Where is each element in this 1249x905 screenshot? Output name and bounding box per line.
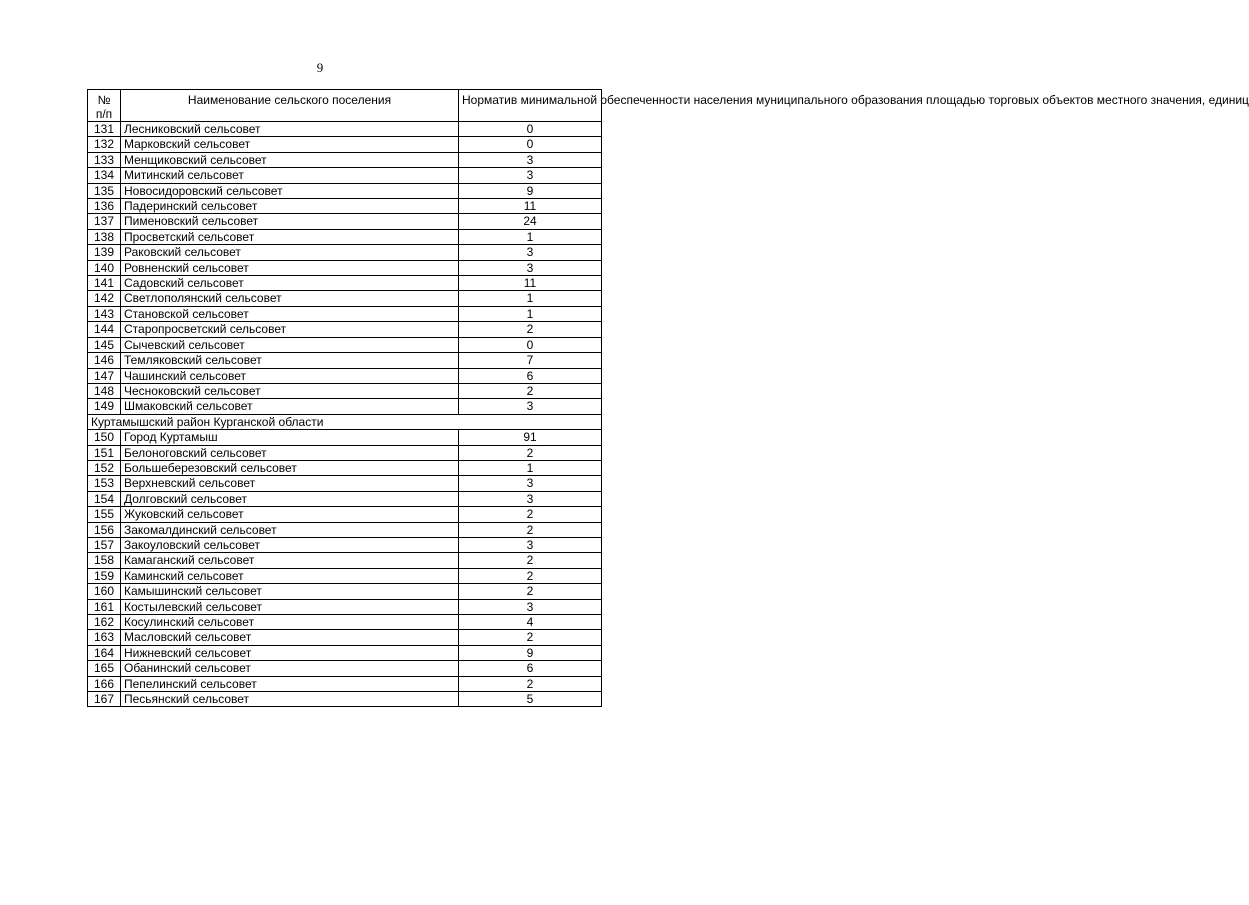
row-number: 132 — [88, 137, 121, 152]
settlement-name: Город Куртамыш — [121, 430, 459, 445]
settlement-name: Становской сельсовет — [121, 306, 459, 321]
norm-value: 1 — [459, 460, 602, 475]
norm-value: 1 — [459, 291, 602, 306]
table-row — [88, 337, 602, 352]
table-row — [88, 399, 602, 414]
table-row — [88, 214, 602, 229]
settlement-name: Просветский сельсовет — [121, 229, 459, 244]
settlement-name: Лесниковский сельсовет — [121, 122, 459, 137]
table-row — [88, 568, 602, 583]
settlement-name: Раковский сельсовет — [121, 245, 459, 260]
settlement-name: Нижневский сельсовет — [121, 645, 459, 660]
table-row — [88, 276, 602, 291]
settlement-name: Жуковский сельсовет — [121, 507, 459, 522]
settlement-name: Костылевский сельсовет — [121, 599, 459, 614]
settlements-table — [87, 89, 1249, 707]
norm-value: 6 — [459, 368, 602, 383]
settlement-name: Старопросветский сельсовет — [121, 322, 459, 337]
settlement-name: Садовский сельсовет — [121, 276, 459, 291]
norm-value: 3 — [459, 152, 602, 167]
table-row — [88, 460, 602, 475]
norm-value: 24 — [459, 214, 602, 229]
settlement-name: Падеринский сельсовет — [121, 199, 459, 214]
norm-value: 3 — [459, 399, 602, 414]
region-name: Куртамышский район Курганской области — [88, 414, 602, 429]
table-row — [88, 353, 602, 368]
table-row — [88, 491, 602, 506]
row-number: 139 — [88, 245, 121, 260]
table-row — [88, 661, 602, 676]
table-row — [88, 183, 602, 198]
page-number: 9 — [316, 60, 324, 75]
norm-value: 2 — [459, 383, 602, 398]
row-number: 151 — [88, 445, 121, 460]
row-number: 148 — [88, 383, 121, 398]
settlement-name: Каминский сельсовет — [121, 568, 459, 583]
settlement-name: Сычевский сельсовет — [121, 337, 459, 352]
table-row — [88, 229, 602, 244]
row-number: 134 — [88, 168, 121, 183]
table-row — [88, 260, 602, 275]
settlement-name: Долговский сельсовет — [121, 491, 459, 506]
row-number: 163 — [88, 630, 121, 645]
norm-value: 3 — [459, 599, 602, 614]
norm-value: 3 — [459, 476, 602, 491]
table-row — [88, 584, 602, 599]
row-number: 158 — [88, 553, 121, 568]
row-number: 133 — [88, 152, 121, 167]
settlement-name: Ровненский сельсовет — [121, 260, 459, 275]
table-row — [88, 522, 602, 537]
table-row — [88, 245, 602, 260]
table-row — [88, 692, 602, 707]
row-number: 138 — [88, 229, 121, 244]
settlement-name: Верхневский сельсовет — [121, 476, 459, 491]
table-row — [88, 599, 602, 614]
norm-value: 3 — [459, 245, 602, 260]
row-number: 135 — [88, 183, 121, 198]
table-row — [88, 137, 602, 152]
row-number: 166 — [88, 676, 121, 691]
row-number: 147 — [88, 368, 121, 383]
norm-value: 4 — [459, 615, 602, 630]
norm-value: 7 — [459, 353, 602, 368]
row-number: 156 — [88, 522, 121, 537]
header-number — [88, 90, 121, 122]
settlement-name: Темляковский сельсовет — [121, 353, 459, 368]
table-row — [88, 383, 602, 398]
header-settlement-name: Наименование сельского поселения — [121, 90, 459, 122]
row-number: 146 — [88, 353, 121, 368]
table-row — [88, 537, 602, 552]
settlement-name: Обанинский сельсовет — [121, 661, 459, 676]
norm-value: 2 — [459, 584, 602, 599]
settlement-name: Камаганский сельсовет — [121, 553, 459, 568]
row-number: 153 — [88, 476, 121, 491]
settlement-name: Косулинский сельсовет — [121, 615, 459, 630]
table-row — [88, 476, 602, 491]
row-number: 150 — [88, 430, 121, 445]
table-row — [88, 168, 602, 183]
settlement-name: Камышинский сельсовет — [121, 584, 459, 599]
settlement-name: Белоноговский сельсовет — [121, 445, 459, 460]
norm-value: 91 — [459, 430, 602, 445]
row-number: 152 — [88, 460, 121, 475]
norm-value: 2 — [459, 445, 602, 460]
norm-value: 11 — [459, 199, 602, 214]
row-number: 141 — [88, 276, 121, 291]
norm-value: 2 — [459, 630, 602, 645]
settlement-name: Пименовский сельсовет — [121, 214, 459, 229]
settlement-name: Менщиковский сельсовет — [121, 152, 459, 167]
header-number-text: № п/п — [95, 93, 113, 121]
norm-value: 0 — [459, 122, 602, 137]
norm-value: 0 — [459, 337, 602, 352]
row-number: 159 — [88, 568, 121, 583]
table-row — [88, 199, 602, 214]
table-row — [88, 630, 602, 645]
row-number: 164 — [88, 645, 121, 660]
header-norm: Норматив минимальной обеспеченности населения муниципального образования площадью торговых объектов местного значения, единиц — [459, 90, 602, 122]
norm-value: 5 — [459, 692, 602, 707]
norm-value: 3 — [459, 168, 602, 183]
row-number: 162 — [88, 615, 121, 630]
row-number: 160 — [88, 584, 121, 599]
norm-value: 0 — [459, 137, 602, 152]
norm-value: 2 — [459, 507, 602, 522]
row-number: 157 — [88, 537, 121, 552]
row-number: 154 — [88, 491, 121, 506]
settlement-name: Чесноковский сельсовет — [121, 383, 459, 398]
row-number: 145 — [88, 337, 121, 352]
row-number: 143 — [88, 306, 121, 321]
table-row — [88, 122, 602, 137]
norm-value: 9 — [459, 183, 602, 198]
norm-value: 11 — [459, 276, 602, 291]
table-row — [88, 291, 602, 306]
settlement-name: Закоуловский сельсовет — [121, 537, 459, 552]
table-row — [88, 507, 602, 522]
norm-value: 1 — [459, 229, 602, 244]
table-row — [88, 676, 602, 691]
norm-value: 6 — [459, 661, 602, 676]
row-number: 144 — [88, 322, 121, 337]
table-row — [88, 430, 602, 445]
row-number: 140 — [88, 260, 121, 275]
norm-value: 2 — [459, 676, 602, 691]
table-header-row — [88, 90, 602, 122]
norm-value: 2 — [459, 553, 602, 568]
settlement-name: Новосидоровский сельсовет — [121, 183, 459, 198]
table-row — [88, 152, 602, 167]
row-number: 142 — [88, 291, 121, 306]
table-body — [88, 122, 602, 707]
table-row — [88, 553, 602, 568]
settlement-name: Масловский сельсовет — [121, 630, 459, 645]
table-row — [88, 645, 602, 660]
table-row — [88, 306, 602, 321]
row-number: 131 — [88, 122, 121, 137]
row-number: 136 — [88, 199, 121, 214]
settlement-name: Светлополянский сельсовет — [121, 291, 459, 306]
row-number: 161 — [88, 599, 121, 614]
row-number: 167 — [88, 692, 121, 707]
norm-value: 1 — [459, 306, 602, 321]
table-row — [88, 322, 602, 337]
table-row — [88, 368, 602, 383]
row-number: 165 — [88, 661, 121, 676]
norm-value: 3 — [459, 260, 602, 275]
region-row — [88, 414, 602, 429]
settlement-name: Песьянский сельсовет — [121, 692, 459, 707]
table-row — [88, 615, 602, 630]
norm-value: 2 — [459, 522, 602, 537]
settlement-name: Митинский сельсовет — [121, 168, 459, 183]
norm-value: 9 — [459, 645, 602, 660]
settlement-name: Закомалдинский сельсовет — [121, 522, 459, 537]
table-row — [88, 445, 602, 460]
norm-value: 3 — [459, 537, 602, 552]
settlement-name: Марковский сельсовет — [121, 137, 459, 152]
row-number: 155 — [88, 507, 121, 522]
settlement-name: Пепелинский сельсовет — [121, 676, 459, 691]
row-number: 149 — [88, 399, 121, 414]
settlement-name: Чашинский сельсовет — [121, 368, 459, 383]
settlement-name: Шмаковский сельсовет — [121, 399, 459, 414]
settlement-name: Большеберезовский сельсовет — [121, 460, 459, 475]
norm-value: 2 — [459, 322, 602, 337]
norm-value: 2 — [459, 568, 602, 583]
row-number: 137 — [88, 214, 121, 229]
norm-value: 3 — [459, 491, 602, 506]
